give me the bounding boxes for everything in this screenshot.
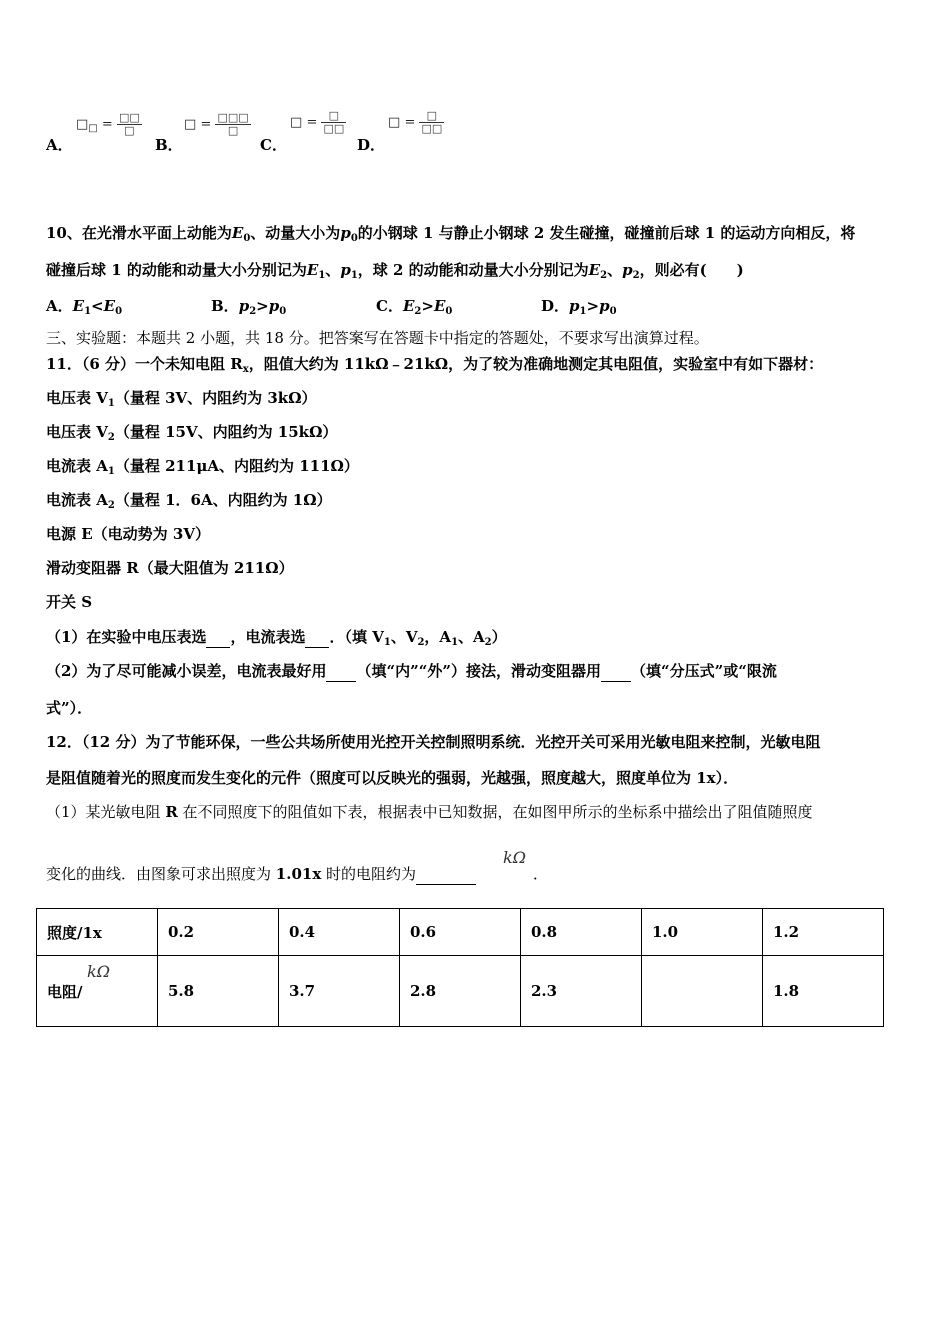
answer-blank[interactable] bbox=[305, 627, 329, 648]
q12-part1-line2: 变化的曲线．由图象可求出照度为 1.01x 时的电阻约为 bbox=[46, 864, 476, 885]
sentence-end: ． bbox=[533, 865, 549, 883]
answer-blank[interactable] bbox=[416, 864, 476, 885]
table-cell: 3.7 bbox=[279, 956, 400, 1027]
table-cell: 0.4 bbox=[279, 909, 400, 956]
equipment-voltmeter-2: 电压表 $V_2$（量程 15V、内阻约为 15kΩ） bbox=[46, 423, 338, 443]
q10-stem-line2: 碰撞后球 1 的动能和动量大小分别记为$E_1$、$p_1$，球 2 的动能和动量大小分别记为$E_2$、$p_2$，则必有( ) bbox=[46, 261, 744, 281]
unit-kohm: kΩ bbox=[87, 962, 110, 981]
q11-intro: 11．（6 分）一个未知电阻 $R_x$，阻值大约为 11kΩ﹣21kΩ，为了较为准确地测定其电阻值，实验室中有如下器材： bbox=[46, 355, 824, 375]
q9-formula-a: $□_□$ = $\frac{□□}{□}$ bbox=[76, 111, 140, 137]
answer-blank[interactable] bbox=[206, 627, 230, 648]
section-heading: 三、实验题：本题共 2 小题，共 18 分。把答案写在答题卡中指定的答题处，不要求写出演算过程。 bbox=[46, 329, 709, 347]
table-row bbox=[37, 909, 884, 956]
q9-option-b: B． bbox=[155, 136, 183, 154]
equipment-switch: 开关 S bbox=[46, 593, 93, 611]
q10-option-c: C．$E_2>E_0$ bbox=[376, 297, 453, 317]
q11-part2: （2）为了尽可能减小误差，电流表最好用 （填“内”“外”）接法，滑动变阻器用 （填“分压式”或“限流 bbox=[46, 662, 777, 680]
table-cell: 2.8 bbox=[400, 956, 521, 1027]
table-cell: 1.2 bbox=[763, 909, 884, 956]
table-cell: 1.0 bbox=[642, 909, 763, 956]
q9-option-a: A． bbox=[46, 136, 73, 154]
answer-blank[interactable] bbox=[326, 661, 356, 682]
q9-formula-c: □ = $\frac{□}{□□}$ bbox=[290, 109, 345, 135]
q9-option-d: D． bbox=[357, 136, 386, 154]
equipment-rheostat: 滑动变阻器 R（最大阻值为 211Ω） bbox=[46, 559, 294, 577]
q10-option-d: D．$p_1>p_0$ bbox=[541, 297, 617, 317]
unit-kohm: kΩ bbox=[503, 848, 526, 867]
q9-option-c: C． bbox=[260, 136, 287, 154]
table-header-illuminance: 照度/1x bbox=[37, 909, 158, 956]
q12-part1-line1: （1）某光敏电阻 R 在不同照度下的阻值如下表，根据表中已知数据，在如图甲所示的坐标系中描绘出了阻值随照度 bbox=[46, 803, 813, 821]
table-cell: 0.2 bbox=[158, 909, 279, 956]
table-cell-empty bbox=[642, 956, 763, 1027]
q10-option-b: B．$p_2>p_0$ bbox=[211, 297, 287, 317]
table-cell: 0.8 bbox=[521, 909, 642, 956]
equipment-voltmeter-1: 电压表 $V_1$（量程 3V、内阻约为 3kΩ） bbox=[46, 389, 317, 409]
answer-blank[interactable] bbox=[601, 661, 631, 682]
equipment-source: 电源 E（电动势为 3V） bbox=[46, 525, 210, 543]
q10-option-a: A．$E_1<E_0$ bbox=[46, 297, 123, 317]
q9-formula-b: □ = $\frac{□□□}{□}$ bbox=[184, 111, 249, 137]
table-row bbox=[37, 956, 884, 1027]
q12-stem-line2: 是阻值随着光的照度而发生变化的元件（照度可以反映光的强弱，光越强，照度越大，照度单位为 1x）． bbox=[46, 769, 739, 787]
table-cell: 2.3 bbox=[521, 956, 642, 1027]
table-header-resistance: 电阻/ kΩ bbox=[37, 956, 158, 1027]
q11-part1: （1）在实验中电压表选 ，电流表选 ．（填 $V_1$、$V_2$，$A_1$、$A_2$） bbox=[46, 628, 507, 648]
q9-formula-d: □ = $\frac{□}{□□}$ bbox=[388, 109, 443, 135]
equipment-ammeter-1: 电流表 $A_1$（量程 211μA、内阻约为 111Ω） bbox=[46, 457, 359, 477]
q12-stem-line1: 12．（12 分）为了节能环保，一些公共场所使用光控开关控制照明系统．光控开关可采用光敏电阻来控制，光敏电阻 bbox=[46, 733, 821, 751]
table-cell: 5.8 bbox=[158, 956, 279, 1027]
equipment-ammeter-2: 电流表 $A_2$（量程 1．6A、内阻约为 1Ω） bbox=[46, 491, 332, 511]
table-cell: 1.8 bbox=[763, 956, 884, 1027]
illuminance-resistance-table bbox=[36, 908, 884, 1027]
q10-stem-line1: 10、在光滑水平面上动能为$E_0$、动量大小为$p_0$的小钢球 1 与静止小钢球 2 发生碰撞，碰撞前后球 1 的运动方向相反，将 bbox=[46, 224, 856, 244]
q11-part2-cont: 式”）． bbox=[46, 699, 93, 717]
table-cell: 0.6 bbox=[400, 909, 521, 956]
